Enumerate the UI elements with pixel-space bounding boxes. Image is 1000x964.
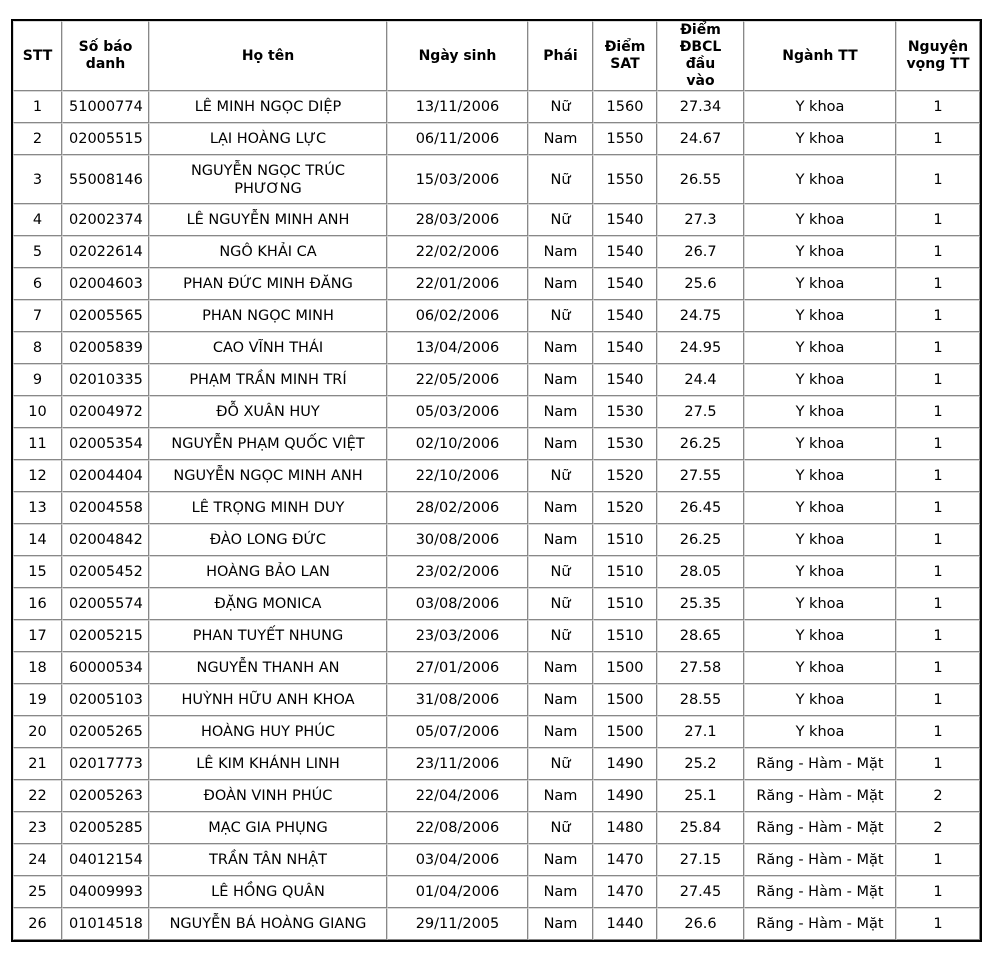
cell-phai: Nữ	[528, 204, 593, 236]
cell-stt: 23	[13, 812, 62, 844]
table-row	[13, 908, 980, 940]
cell-sbd: 02005263	[62, 780, 149, 812]
cell-phai: Nam	[528, 123, 593, 155]
cell-stt: 19	[13, 684, 62, 716]
cell-nguyen-vong: 1	[896, 748, 980, 780]
cell-nganh: Y khoa	[744, 123, 896, 155]
cell-ho-ten: NGUYỄN THANH AN	[149, 652, 387, 684]
cell-ngay-sinh: 06/02/2006	[387, 300, 528, 332]
cell-stt: 26	[13, 908, 62, 940]
cell-phai: Nam	[528, 492, 593, 524]
cell-nguyen-vong: 2	[896, 812, 980, 844]
cell-sbd: 02005103	[62, 684, 149, 716]
cell-diem-dbcl: 28.65	[657, 620, 744, 652]
table-row	[13, 588, 980, 620]
cell-ngay-sinh: 22/05/2006	[387, 364, 528, 396]
cell-diem-sat: 1470	[593, 844, 657, 876]
cell-nguyen-vong: 1	[896, 652, 980, 684]
cell-nguyen-vong: 1	[896, 588, 980, 620]
cell-diem-sat: 1540	[593, 300, 657, 332]
cell-diem-sat: 1500	[593, 684, 657, 716]
table-row	[13, 428, 980, 460]
cell-nganh: Y khoa	[744, 492, 896, 524]
table-row	[13, 748, 980, 780]
cell-ngay-sinh: 28/03/2006	[387, 204, 528, 236]
cell-stt: 2	[13, 123, 62, 155]
cell-diem-dbcl: 27.15	[657, 844, 744, 876]
cell-diem-sat: 1510	[593, 620, 657, 652]
cell-ngay-sinh: 13/04/2006	[387, 332, 528, 364]
table-header	[13, 21, 980, 91]
cell-diem-dbcl: 26.6	[657, 908, 744, 940]
cell-ngay-sinh: 03/08/2006	[387, 588, 528, 620]
cell-ngay-sinh: 31/08/2006	[387, 684, 528, 716]
cell-nguyen-vong: 1	[896, 268, 980, 300]
cell-ngay-sinh: 22/08/2006	[387, 812, 528, 844]
table-row	[13, 844, 980, 876]
cell-stt: 11	[13, 428, 62, 460]
cell-ho-ten: NGUYỄN PHẠM QUỐC VIỆT	[149, 428, 387, 460]
cell-diem-dbcl: 27.3	[657, 204, 744, 236]
cell-diem-sat: 1500	[593, 716, 657, 748]
cell-ho-ten: HUỲNH HỮU ANH KHOA	[149, 684, 387, 716]
cell-ho-ten: NGÔ KHẢI CA	[149, 236, 387, 268]
cell-stt: 22	[13, 780, 62, 812]
cell-stt: 3	[13, 155, 62, 204]
cell-stt: 18	[13, 652, 62, 684]
cell-nganh: Y khoa	[744, 556, 896, 588]
table-row	[13, 652, 980, 684]
table-row	[13, 620, 980, 652]
cell-stt: 7	[13, 300, 62, 332]
cell-nguyen-vong: 1	[896, 716, 980, 748]
cell-stt: 15	[13, 556, 62, 588]
cell-diem-dbcl: 27.34	[657, 91, 744, 123]
table-row	[13, 492, 980, 524]
cell-diem-sat: 1540	[593, 268, 657, 300]
table-row	[13, 876, 980, 908]
cell-nganh: Y khoa	[744, 204, 896, 236]
cell-nguyen-vong: 1	[896, 300, 980, 332]
table-row	[13, 396, 980, 428]
cell-stt: 1	[13, 91, 62, 123]
header-nganh: Ngành TT	[744, 21, 896, 91]
cell-ngay-sinh: 22/02/2006	[387, 236, 528, 268]
cell-diem-dbcl: 27.5	[657, 396, 744, 428]
cell-ho-ten: HOÀNG HUY PHÚC	[149, 716, 387, 748]
cell-stt: 8	[13, 332, 62, 364]
cell-nganh: Y khoa	[744, 428, 896, 460]
cell-diem-dbcl: 27.58	[657, 652, 744, 684]
cell-diem-dbcl: 24.67	[657, 123, 744, 155]
cell-ngay-sinh: 15/03/2006	[387, 155, 528, 204]
cell-nguyen-vong: 1	[896, 492, 980, 524]
cell-diem-dbcl: 26.55	[657, 155, 744, 204]
cell-phai: Nữ	[528, 556, 593, 588]
cell-ho-ten: PHAN ĐỨC MINH ĐĂNG	[149, 268, 387, 300]
cell-sbd: 02004404	[62, 460, 149, 492]
cell-nguyen-vong: 1	[896, 204, 980, 236]
cell-diem-dbcl: 27.1	[657, 716, 744, 748]
cell-sbd: 02005515	[62, 123, 149, 155]
cell-stt: 10	[13, 396, 62, 428]
cell-phai: Nam	[528, 268, 593, 300]
cell-stt: 14	[13, 524, 62, 556]
header-diem-dbcl: Điểm ĐBCL đầu vào	[657, 21, 744, 91]
cell-ngay-sinh: 22/10/2006	[387, 460, 528, 492]
table-row	[13, 300, 980, 332]
header-ngay-sinh: Ngày sinh	[387, 21, 528, 91]
cell-diem-dbcl: 25.2	[657, 748, 744, 780]
cell-nganh: Răng - Hàm - Mặt	[744, 844, 896, 876]
cell-diem-dbcl: 24.95	[657, 332, 744, 364]
cell-phai: Nam	[528, 428, 593, 460]
cell-ngay-sinh: 03/04/2006	[387, 844, 528, 876]
cell-nguyen-vong: 1	[896, 460, 980, 492]
cell-diem-sat: 1520	[593, 492, 657, 524]
cell-diem-sat: 1490	[593, 748, 657, 780]
table-row	[13, 236, 980, 268]
cell-phai: Nam	[528, 684, 593, 716]
cell-nganh: Y khoa	[744, 300, 896, 332]
table-row	[13, 155, 980, 204]
table-row	[13, 204, 980, 236]
cell-diem-dbcl: 26.45	[657, 492, 744, 524]
cell-sbd: 02004603	[62, 268, 149, 300]
cell-stt: 21	[13, 748, 62, 780]
cell-sbd: 60000534	[62, 652, 149, 684]
cell-diem-dbcl: 24.4	[657, 364, 744, 396]
header-phai: Phái	[528, 21, 593, 91]
cell-ho-ten: MẠC GIA PHỤNG	[149, 812, 387, 844]
cell-stt: 24	[13, 844, 62, 876]
cell-nguyen-vong: 1	[896, 155, 980, 204]
cell-diem-sat: 1550	[593, 123, 657, 155]
cell-nguyen-vong: 1	[896, 524, 980, 556]
cell-nguyen-vong: 1	[896, 876, 980, 908]
cell-ngay-sinh: 06/11/2006	[387, 123, 528, 155]
admission-results-table	[11, 19, 982, 942]
cell-phai: Nam	[528, 524, 593, 556]
cell-phai: Nam	[528, 332, 593, 364]
cell-sbd: 01014518	[62, 908, 149, 940]
cell-phai: Nữ	[528, 155, 593, 204]
cell-ngay-sinh: 23/02/2006	[387, 556, 528, 588]
cell-ho-ten: LÊ KIM KHÁNH LINH	[149, 748, 387, 780]
cell-diem-dbcl: 28.05	[657, 556, 744, 588]
cell-ngay-sinh: 05/03/2006	[387, 396, 528, 428]
cell-ngay-sinh: 22/01/2006	[387, 268, 528, 300]
cell-stt: 20	[13, 716, 62, 748]
cell-diem-sat: 1470	[593, 876, 657, 908]
cell-sbd: 51000774	[62, 91, 149, 123]
cell-ngay-sinh: 29/11/2005	[387, 908, 528, 940]
cell-phai: Nữ	[528, 588, 593, 620]
cell-ho-ten: CAO VĨNH THÁI	[149, 332, 387, 364]
cell-ho-ten: LÊ NGUYỄN MINH ANH	[149, 204, 387, 236]
cell-nguyen-vong: 1	[896, 123, 980, 155]
cell-nguyen-vong: 1	[896, 556, 980, 588]
cell-phai: Nữ	[528, 620, 593, 652]
cell-nganh: Răng - Hàm - Mặt	[744, 876, 896, 908]
cell-ho-ten: NGUYỄN NGỌC TRÚC PHƯƠNG	[149, 155, 387, 204]
cell-diem-sat: 1540	[593, 204, 657, 236]
cell-diem-sat: 1490	[593, 780, 657, 812]
cell-nganh: Y khoa	[744, 460, 896, 492]
cell-ngay-sinh: 23/11/2006	[387, 748, 528, 780]
cell-phai: Nam	[528, 780, 593, 812]
cell-nguyen-vong: 1	[896, 332, 980, 364]
table-row	[13, 684, 980, 716]
cell-nganh: Y khoa	[744, 652, 896, 684]
cell-nganh: Răng - Hàm - Mặt	[744, 908, 896, 940]
cell-sbd: 02005452	[62, 556, 149, 588]
cell-sbd: 02005839	[62, 332, 149, 364]
cell-ho-ten: PHAN NGỌC MINH	[149, 300, 387, 332]
cell-diem-dbcl: 24.75	[657, 300, 744, 332]
cell-diem-sat: 1540	[593, 332, 657, 364]
table-body	[13, 91, 980, 940]
cell-nganh: Y khoa	[744, 268, 896, 300]
cell-ngay-sinh: 13/11/2006	[387, 91, 528, 123]
cell-stt: 13	[13, 492, 62, 524]
cell-diem-sat: 1530	[593, 396, 657, 428]
cell-nganh: Răng - Hàm - Mặt	[744, 812, 896, 844]
cell-ho-ten: LÊ MINH NGỌC DIỆP	[149, 91, 387, 123]
cell-stt: 12	[13, 460, 62, 492]
header-diem-sat: Điểm SAT	[593, 21, 657, 91]
cell-diem-sat: 1530	[593, 428, 657, 460]
cell-diem-sat: 1550	[593, 155, 657, 204]
cell-stt: 17	[13, 620, 62, 652]
cell-ngay-sinh: 27/01/2006	[387, 652, 528, 684]
cell-stt: 9	[13, 364, 62, 396]
table-row	[13, 556, 980, 588]
cell-ho-ten: LÊ TRỌNG MINH DUY	[149, 492, 387, 524]
cell-diem-dbcl: 25.35	[657, 588, 744, 620]
table-row	[13, 123, 980, 155]
cell-nganh: Y khoa	[744, 524, 896, 556]
cell-diem-dbcl: 25.84	[657, 812, 744, 844]
cell-nguyen-vong: 1	[896, 620, 980, 652]
cell-diem-sat: 1480	[593, 812, 657, 844]
cell-sbd: 02005565	[62, 300, 149, 332]
cell-stt: 5	[13, 236, 62, 268]
cell-phai: Nam	[528, 716, 593, 748]
cell-phai: Nữ	[528, 460, 593, 492]
cell-diem-dbcl: 26.25	[657, 428, 744, 460]
table-row	[13, 524, 980, 556]
cell-diem-dbcl: 25.6	[657, 268, 744, 300]
cell-ngay-sinh: 28/02/2006	[387, 492, 528, 524]
cell-sbd: 02010335	[62, 364, 149, 396]
cell-ho-ten: ĐOÀN VINH PHÚC	[149, 780, 387, 812]
cell-nguyen-vong: 1	[896, 844, 980, 876]
cell-nganh: Y khoa	[744, 364, 896, 396]
cell-diem-sat: 1500	[593, 652, 657, 684]
cell-diem-sat: 1560	[593, 91, 657, 123]
cell-nguyen-vong: 2	[896, 780, 980, 812]
cell-sbd: 04012154	[62, 844, 149, 876]
header-row	[13, 21, 980, 91]
cell-diem-sat: 1520	[593, 460, 657, 492]
cell-nguyen-vong: 1	[896, 91, 980, 123]
cell-ngay-sinh: 23/03/2006	[387, 620, 528, 652]
cell-phai: Nam	[528, 364, 593, 396]
header-ho-ten: Họ tên	[149, 21, 387, 91]
table-row	[13, 364, 980, 396]
cell-ho-ten: TRẦN TÂN NHẬT	[149, 844, 387, 876]
cell-ho-ten: NGUYỄN BÁ HOÀNG GIANG	[149, 908, 387, 940]
cell-nguyen-vong: 1	[896, 396, 980, 428]
header-stt: STT	[13, 21, 62, 91]
cell-nganh: Y khoa	[744, 332, 896, 364]
cell-sbd: 02005285	[62, 812, 149, 844]
cell-diem-sat: 1510	[593, 524, 657, 556]
header-nguyen-vong: Nguyện vọng TT	[896, 21, 980, 91]
cell-phai: Nam	[528, 236, 593, 268]
cell-ngay-sinh: 22/04/2006	[387, 780, 528, 812]
cell-nganh: Y khoa	[744, 620, 896, 652]
cell-stt: 25	[13, 876, 62, 908]
cell-phai: Nam	[528, 908, 593, 940]
cell-phai: Nữ	[528, 91, 593, 123]
cell-sbd: 02005265	[62, 716, 149, 748]
cell-diem-dbcl: 27.45	[657, 876, 744, 908]
cell-nguyen-vong: 1	[896, 236, 980, 268]
cell-nganh: Y khoa	[744, 716, 896, 748]
cell-phai: Nữ	[528, 300, 593, 332]
cell-ho-ten: NGUYỄN NGỌC MINH ANH	[149, 460, 387, 492]
cell-ngay-sinh: 05/07/2006	[387, 716, 528, 748]
cell-ho-ten: PHẠM TRẦN MINH TRÍ	[149, 364, 387, 396]
cell-phai: Nữ	[528, 812, 593, 844]
cell-nganh: Y khoa	[744, 588, 896, 620]
table-row	[13, 716, 980, 748]
cell-nganh: Y khoa	[744, 236, 896, 268]
cell-sbd: 02004842	[62, 524, 149, 556]
cell-ho-ten: ĐÀO LONG ĐỨC	[149, 524, 387, 556]
cell-nganh: Răng - Hàm - Mặt	[744, 748, 896, 780]
table-row	[13, 780, 980, 812]
cell-phai: Nam	[528, 844, 593, 876]
admission-table-container	[11, 19, 982, 942]
cell-nganh: Y khoa	[744, 155, 896, 204]
cell-ngay-sinh: 01/04/2006	[387, 876, 528, 908]
cell-diem-dbcl: 28.55	[657, 684, 744, 716]
cell-sbd: 02005574	[62, 588, 149, 620]
cell-ngay-sinh: 02/10/2006	[387, 428, 528, 460]
cell-diem-sat: 1440	[593, 908, 657, 940]
cell-phai: Nam	[528, 652, 593, 684]
cell-sbd: 02022614	[62, 236, 149, 268]
table-row	[13, 812, 980, 844]
cell-ho-ten: ĐẶNG MONICA	[149, 588, 387, 620]
cell-ho-ten: LÊ HỒNG QUÂN	[149, 876, 387, 908]
table-row	[13, 332, 980, 364]
cell-nganh: Y khoa	[744, 91, 896, 123]
cell-nguyen-vong: 1	[896, 684, 980, 716]
cell-sbd: 02004558	[62, 492, 149, 524]
cell-ngay-sinh: 30/08/2006	[387, 524, 528, 556]
cell-sbd: 02004972	[62, 396, 149, 428]
cell-sbd: 02002374	[62, 204, 149, 236]
cell-sbd: 02017773	[62, 748, 149, 780]
cell-nguyen-vong: 1	[896, 428, 980, 460]
cell-ho-ten: PHAN TUYẾT NHUNG	[149, 620, 387, 652]
cell-ho-ten: HOÀNG BẢO LAN	[149, 556, 387, 588]
cell-diem-sat: 1510	[593, 588, 657, 620]
table-row	[13, 268, 980, 300]
cell-nguyen-vong: 1	[896, 908, 980, 940]
cell-sbd: 55008146	[62, 155, 149, 204]
cell-stt: 6	[13, 268, 62, 300]
cell-diem-dbcl: 27.55	[657, 460, 744, 492]
cell-nganh: Y khoa	[744, 396, 896, 428]
cell-phai: Nam	[528, 396, 593, 428]
cell-nguyen-vong: 1	[896, 364, 980, 396]
cell-ho-ten: ĐỖ XUÂN HUY	[149, 396, 387, 428]
cell-nganh: Y khoa	[744, 684, 896, 716]
table-row	[13, 460, 980, 492]
cell-sbd: 04009993	[62, 876, 149, 908]
cell-diem-dbcl: 26.25	[657, 524, 744, 556]
cell-sbd: 02005354	[62, 428, 149, 460]
cell-diem-dbcl: 25.1	[657, 780, 744, 812]
header-sbd: Số báo danh	[62, 21, 149, 91]
cell-stt: 4	[13, 204, 62, 236]
cell-phai: Nữ	[528, 748, 593, 780]
cell-phai: Nam	[528, 876, 593, 908]
cell-diem-dbcl: 26.7	[657, 236, 744, 268]
cell-diem-sat: 1540	[593, 364, 657, 396]
cell-sbd: 02005215	[62, 620, 149, 652]
table-row	[13, 91, 980, 123]
cell-stt: 16	[13, 588, 62, 620]
cell-nganh: Răng - Hàm - Mặt	[744, 780, 896, 812]
cell-diem-sat: 1540	[593, 236, 657, 268]
cell-diem-sat: 1510	[593, 556, 657, 588]
cell-ho-ten: LẠI HOÀNG LỰC	[149, 123, 387, 155]
